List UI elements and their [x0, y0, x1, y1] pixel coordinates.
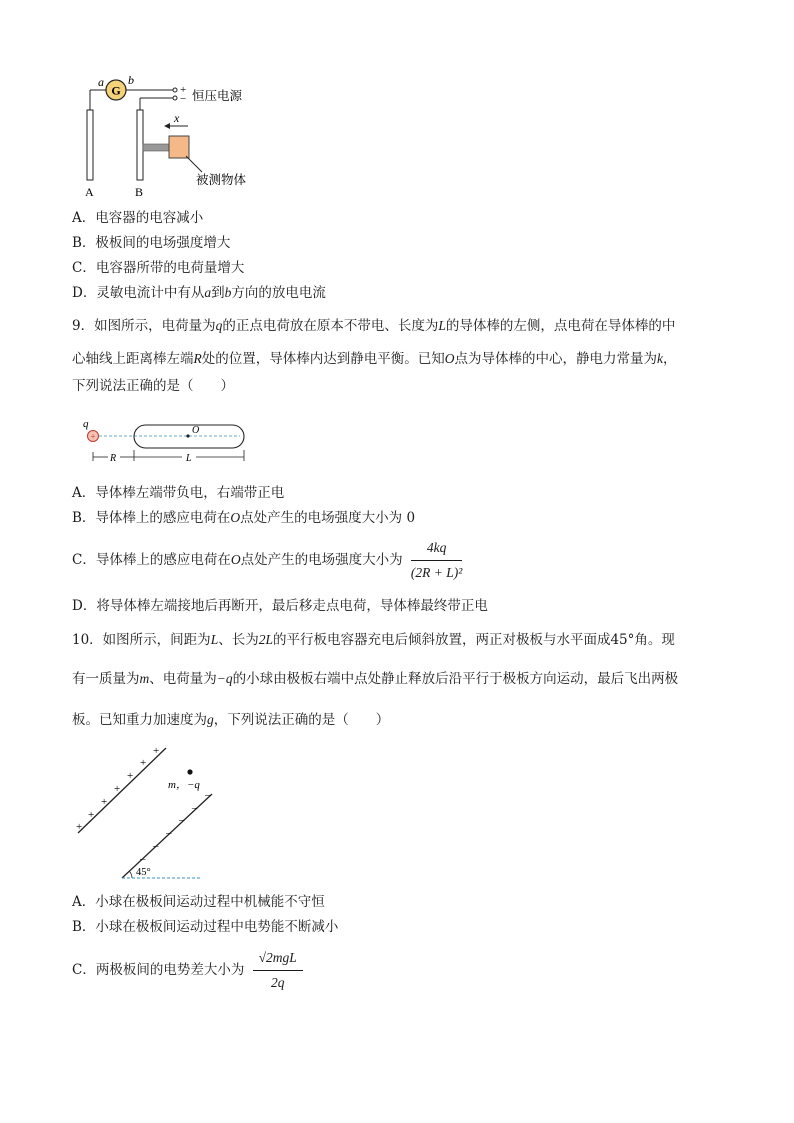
q9-stem-line-3: 下列说法正确的是（ ）: [72, 378, 234, 394]
terminal-a-label: a: [98, 76, 104, 89]
angle-arc: [129, 871, 132, 878]
capacitor-sensor-figure: [78, 76, 278, 200]
charge-q-label: q: [83, 418, 89, 430]
galvanometer-label: G: [111, 83, 121, 98]
conductor-rod-svg: [80, 416, 260, 468]
q9-option-c-fraction: $\frac{4kq}{\text{(2R + L)²}}$: [410, 540, 463, 580]
capacitor-sensor-svg: [78, 76, 278, 200]
connecting-rod: [143, 144, 169, 151]
minus-sign: –: [140, 853, 146, 865]
plus-icon: +: [90, 431, 96, 442]
displacement-label: x: [174, 111, 180, 125]
measured-object: [169, 136, 189, 158]
minus-sign: −: [180, 93, 187, 105]
plate-b-label: B: [135, 185, 144, 199]
dimension-r-label: R: [110, 453, 117, 464]
minus-sign: –: [179, 814, 185, 826]
q9-option-b: B．导体棒上的感应电荷在O点处产生的电场强度大小为 0: [72, 510, 416, 526]
q9-option-c: C．导体棒上的感应电荷在O点处产生的电场强度大小为 $\frac{4kq}{\text{(2R + L)²}}$: [72, 538, 462, 583]
plus-sign: +: [180, 84, 187, 96]
q10-stem-line-3: 板。已知重力加速度为g，下列说法正确的是（ ）: [72, 712, 390, 728]
plus-sign: +: [140, 757, 147, 769]
center-o-label: O: [192, 425, 200, 436]
terminal-b-label: b: [128, 76, 134, 87]
q8-option-c: C．电容器所带的电荷量增大: [72, 260, 245, 276]
tilted-capacitor-figure: [74, 744, 214, 884]
plus-sign: +: [101, 796, 108, 808]
ball-label: m，−q: [168, 779, 200, 791]
q10-option-b: B．小球在极板间运动过程中电势能不断减小: [72, 919, 339, 935]
q10-option-c: C．两极板间的电势差大小为 $\frac{\text{√2mgL}}{2q}$: [72, 948, 303, 993]
power-source-label: 恒压电源: [192, 88, 243, 103]
arrow-left-icon: [164, 123, 170, 129]
plate-a: [87, 110, 93, 180]
q9-option-d: D．将导体棒左端接地后再断开，最后移走点电荷，导体棒最终带正电: [72, 598, 488, 614]
plus-sign: +: [127, 770, 134, 782]
q8-option-b: B．极板间的电场强度增大: [72, 235, 231, 251]
minus-sign: –: [153, 840, 159, 852]
minus-sign: –: [205, 789, 211, 801]
tilted-capacitor-svg: [74, 744, 214, 884]
minus-sign: –: [192, 802, 198, 814]
plate-b: [137, 110, 143, 180]
plus-sign: +: [88, 809, 95, 821]
q10-option-a: A．小球在极板间运动过程中机械能不守恒: [72, 894, 325, 910]
q8-option-a: A．电容器的电容减小: [72, 210, 204, 226]
negative-terminal: [173, 96, 177, 100]
center-point-o: [186, 434, 189, 437]
plus-sign: +: [76, 821, 83, 833]
minus-sign: –: [166, 827, 172, 839]
object-label: 被测物体: [196, 172, 247, 187]
dimension-l-label: L: [186, 453, 192, 464]
plus-sign: +: [114, 783, 121, 795]
charged-ball: [187, 769, 192, 774]
q9-option-a: A．导体棒左端带负电，右端带正电: [72, 485, 285, 501]
q9-stem-line-2: 心轴线上距离棒左端R处的位置，导体棒内达到静电平衡。已知O点为导体棒的中心，静电力常量为k，: [72, 351, 677, 367]
plus-sign: +: [153, 745, 160, 757]
q10-option-c-fraction: $\frac{\text{√2mgL}}{2q}$: [253, 948, 303, 993]
q8-option-d: D．灵敏电流计中有从a到b方向的放电电流: [72, 285, 326, 301]
positive-terminal: [173, 88, 177, 92]
angle-label: 45°: [136, 867, 151, 878]
conductor-rod-figure: [80, 416, 260, 468]
q10-stem-line-1: 10．如图所示，间距为L、长为2L的平行板电容器充电后倾斜放置，两正对极板与水平面成45°角。现: [72, 632, 675, 648]
plate-a-label: A: [85, 185, 94, 199]
q10-stem-line-2: 有一质量为m、电荷量为−q的小球由极板右端中点处静止释放后沿平行于极板方向运动，最后飞出两极: [72, 671, 679, 687]
q9-stem-line-1: 9．如图所示，电荷量为q的正点电荷放在原本不带电、长度为L的导体棒的左侧，点电荷在导体棒的中: [72, 318, 676, 334]
